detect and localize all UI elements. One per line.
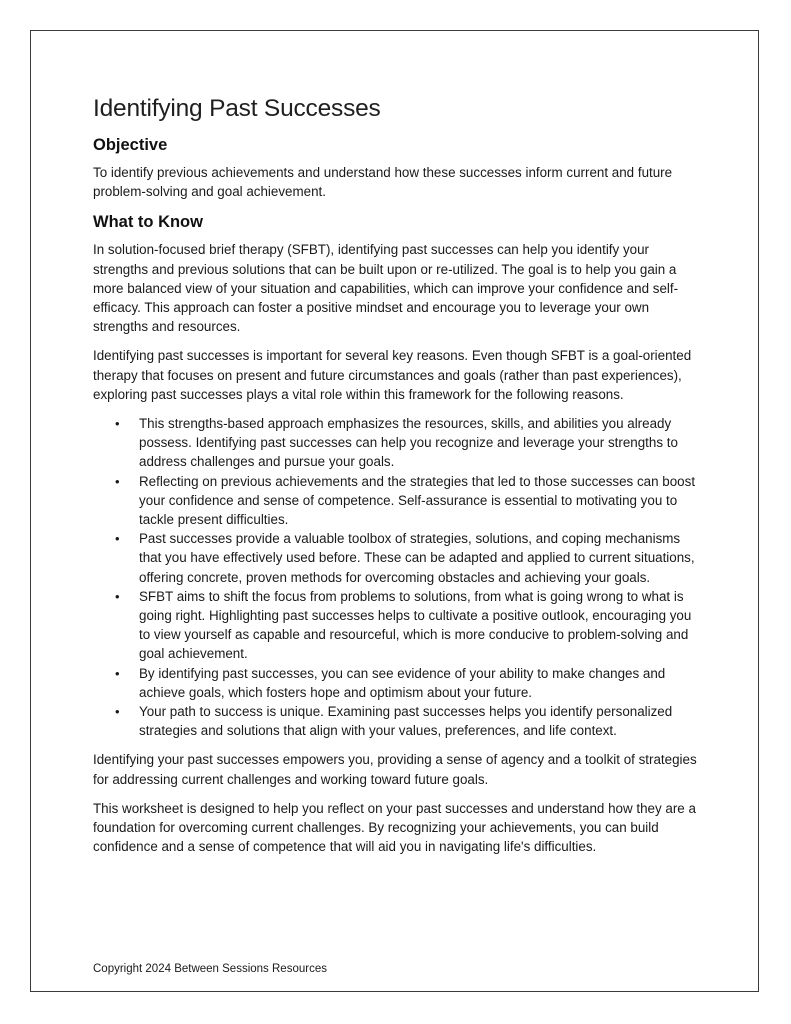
bullet-icon: • [115,588,120,604]
reasons-list [93,414,705,740]
list-item-text: Your path to success is unique. Examining past successes helps you identify personalized strategies and solutions that align with your values, preferences, and life context. [139,704,673,739]
copyright-footer: Copyright 2024 Between Sessions Resources [93,963,327,975]
list-item-text: This strengths-based approach emphasizes the resources, skills, and abilities you already possess. Identifying past successes can help you recognize and leverage your strengths to address challenges and pursue your goals. [139,416,678,470]
list-item [93,414,705,472]
objective-text: To identify previous achievements and understand how these successes inform current and future problem-solving and goal achievement. [93,165,673,200]
list-item [93,472,705,530]
list-item-text: Past successes provide a valuable toolbox of strategies, solutions, and coping mechanisms that you have effectively used before. These can be adapted and applied to current situations, offering concrete, proven methods for overcoming obstacles and achieving your goals. [139,531,695,585]
list-item [93,702,705,740]
bullet-icon: • [115,473,120,489]
list-item [93,529,705,587]
list-item [93,664,705,702]
list-item-text: Reflecting on previous achievements and the strategies that led to those successes can boost your confidence and sense of competence. Self-assurance is essential to motivating you to tackle present difficulties. [139,473,696,528]
list-item-text: By identifying past successes, you can see evidence of your ability to make changes and achieve goals, which fosters hope and optimism about your future. [139,665,666,700]
reasons-paragraph: Identifying past successes is important for several key reasons. Even though SFBT is a goal-oriented therapy that focuses on present and future circumstances and goals (rather than past experiences), exploring past successes plays a vital role within this framework for the following reasons. [93,348,692,402]
list-item-text: SFBT aims to shift the focus from problems to solutions, from what is going wrong to what is going right. Highlighting past successes helps to cultivate a positive outlook, encouraging you to view yourself as capable and resourceful, which is more conducive to problem-solving and goal achievement. [139,588,692,662]
empowerment-paragraph: Identifying your past successes empowers you, providing a sense of agency and a toolkit of strategies for addressing current challenges and working toward future goals. [93,752,697,787]
document-title: Identifying Past Successes [93,95,381,122]
list-item [93,587,705,664]
bullet-icon: • [115,704,120,720]
intro-paragraph: In solution-focused brief therapy (SFBT), identifying past successes can help you identify your strengths and previous solutions that can be built upon or re-utilized. The goal is to help you gain a more balanced view of your situation and capabilities, which can improve your confidence and self-efficacy. This approach can foster a positive mindset and encourage you to leverage your own strengths and resources. [93,242,679,335]
document-body [93,93,705,867]
bullet-icon: • [115,531,120,547]
what-to-know-heading: What to Know [93,213,203,232]
objective-heading: Objective [93,136,168,154]
worksheet-paragraph: This worksheet is designed to help you reflect on your past successes and understand how they are a foundation for overcoming current challenges. By recognizing your achievements, you can build confidence and a sense of competence that will aid you in navigating life's difficulties. [93,800,696,855]
bullet-icon: • [115,665,120,681]
bullet-icon: • [115,416,120,432]
